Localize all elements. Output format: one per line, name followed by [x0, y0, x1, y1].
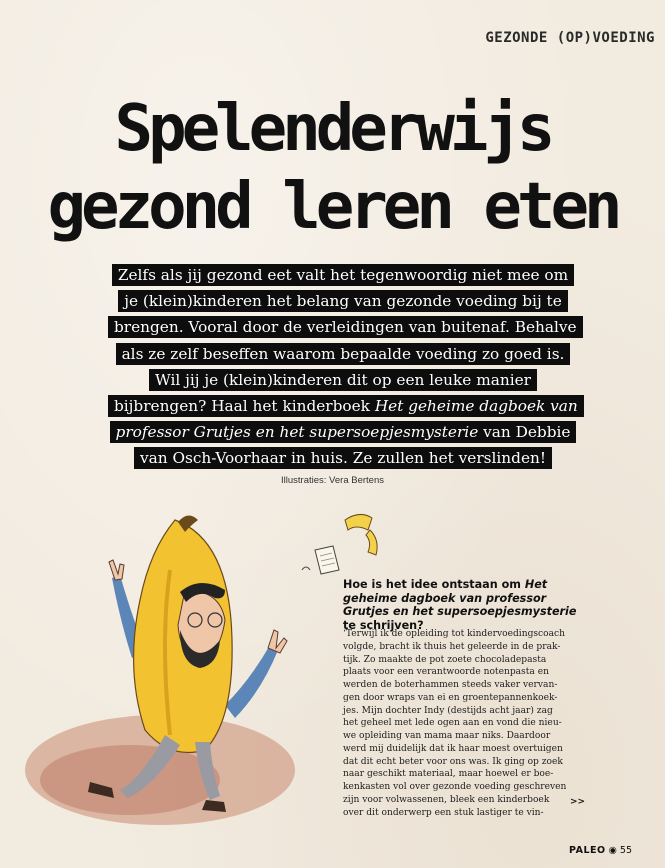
question-part-2: te schrijven? — [343, 618, 424, 632]
body-line: zijn voor volwassenen, bleek een kinderboek — [343, 794, 550, 805]
page-number: 55 — [619, 845, 633, 856]
body-line: tijk. Zo maakte de pot zoete chocoladepasta — [343, 654, 547, 665]
intro-part-2: van Debbie van Osch-Voorhaar in huis. Ze zullen het verslinden! — [139, 423, 571, 468]
body-line: over dit onderwerp een stuk lastiger te vin- — [343, 807, 544, 818]
body-line: jes. Mijn dochter Indy (destijds acht jaar) zag — [343, 705, 553, 716]
flying-papers-illustration — [290, 500, 400, 590]
magazine-name: PALEO — [569, 845, 606, 856]
intro-part-1: Zelfs als jij gezond eet valt het tegenwoordig niet mee om je (klein)kinderen het belang van gezonde voeding bij te brengen. Vooral door de verleidingen van buitenaf. Behalve als ze zelf beseffen waarom bepaalde voeding zo goed is. Wil jij je (klein)kinderen dit op een leuke manier bijbrengen? Haal het kinderboek — [114, 266, 577, 416]
question-part-1: Hoe is het idee ontstaan om — [343, 578, 525, 591]
body-text — [343, 628, 593, 819]
body-line: ‘Terwijl ik de opleiding tot kindervoedingscoach — [343, 629, 565, 639]
body-line: gen door wraps van ei en groentepannenkoek- — [343, 692, 558, 703]
title-line-1: Spelenderwijs — [114, 92, 551, 166]
body-line: plaats voor een verantwoorde notenpasta en — [343, 667, 549, 678]
body-line: naar geschikt materiaal, maar hoewel er boe- — [343, 769, 554, 780]
body-line: we opleiding van mama maar niks. Daardoor — [343, 731, 551, 741]
body-line: het geheel met lede ogen aan en vond die nieu- — [343, 718, 562, 729]
intro-book-title: Het geheime dagboek van professor Grutjes en het supersoepjesmysterie — [115, 397, 578, 442]
page-folio — [569, 845, 632, 856]
magazine-logo-icon: ◉ — [608, 845, 617, 856]
continue-marker: >> — [570, 797, 586, 807]
body-line: volgde, bracht ik thuis het geleerde in de prak- — [343, 641, 561, 652]
body-line: werd mij duidelijk dat ik haar moest overtuigen — [343, 743, 563, 754]
question-book-title: Het geheime dagboek van professor Grutjes en het supersoepjesmysterie — [343, 578, 577, 619]
article-title — [0, 90, 665, 246]
body-line: werden de boterhammen steeds vaker vervan- — [343, 680, 558, 690]
illustration-credit: Illustraties: Vera Bertens — [281, 475, 384, 486]
interview-question — [343, 578, 593, 632]
title-line-2: gezond leren eten — [47, 170, 618, 244]
intro-paragraph — [108, 262, 578, 472]
section-label: GEZONDE (OP)VOEDING — [485, 30, 655, 46]
intro-highlight — [108, 264, 584, 469]
body-line: dat dit echt beter voor ons was. Ik ging op zoek — [343, 756, 563, 767]
body-line: kenkasten vol over gezonde voeding geschreven — [343, 782, 567, 792]
